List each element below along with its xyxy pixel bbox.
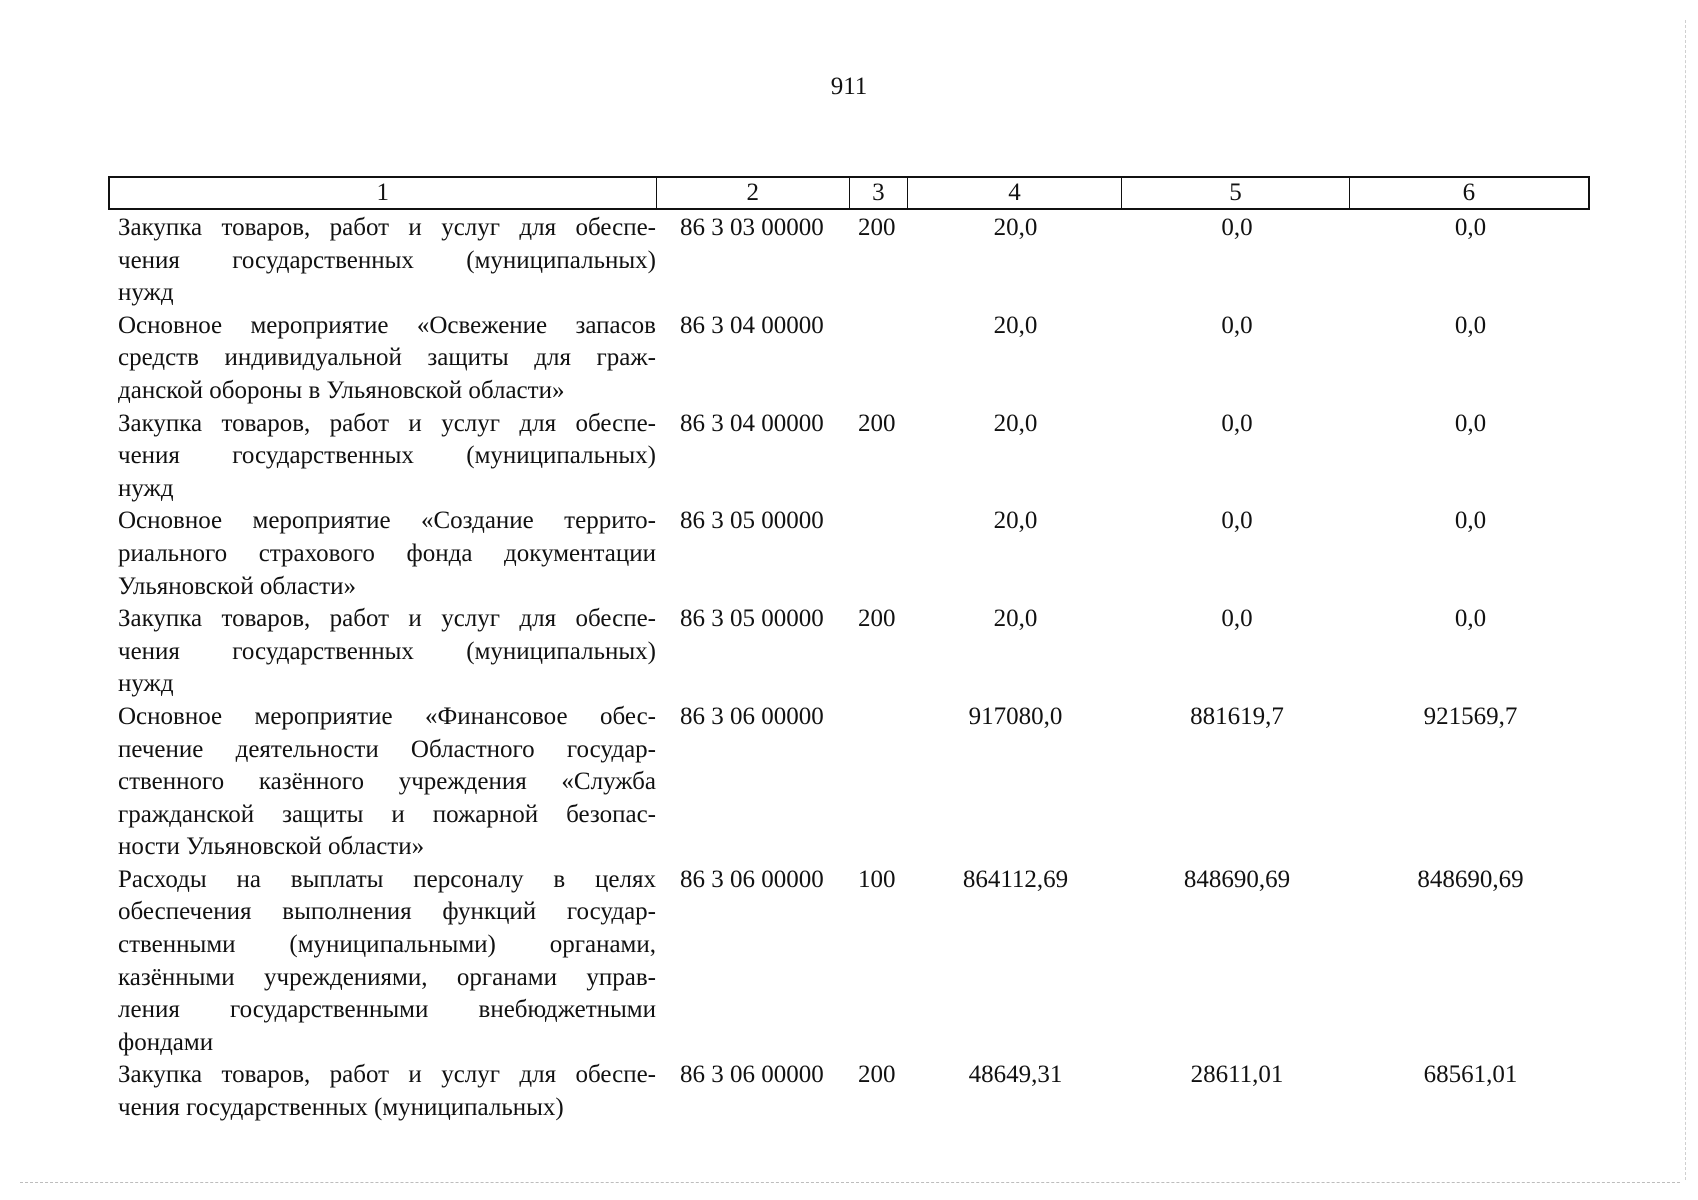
description-line: чения государственных (муниципальных) — [118, 442, 656, 470]
description-line: печение деятельности Областного государ- — [118, 735, 656, 763]
row-code: 86 3 04 00000 — [680, 311, 824, 339]
description-line: Расходы на выплаты персоналу в целях — [118, 865, 656, 893]
header-col-6: 6 — [1462, 179, 1476, 206]
row-code: 86 3 04 00000 — [680, 409, 824, 437]
description-line: Основное мероприятие «Финансовое обес- — [118, 702, 656, 730]
table-row — [108, 408, 1590, 506]
row-value-col-6: 0,0 — [1454, 507, 1487, 535]
row-value-col-5: 0,0 — [1221, 311, 1253, 339]
table-row — [108, 310, 1590, 408]
row-description — [108, 408, 656, 506]
header-col-1: 1 — [110, 178, 657, 208]
description-line: Закупка товаров, работ и услуг для обеспе- — [118, 1061, 656, 1089]
row-code: 86 3 06 00000 — [680, 865, 824, 893]
row-expense-type: 100 — [858, 865, 896, 893]
scan-edge-right — [1685, 20, 1686, 1180]
description-line: фондами — [118, 1028, 214, 1056]
table-row — [108, 212, 1590, 310]
description-line: Ульяновской области» — [118, 572, 356, 600]
row-description — [108, 1059, 656, 1124]
row-value-col-6: 848690,69 — [1417, 865, 1524, 893]
row-description — [108, 212, 656, 310]
header-col-4: 4 — [908, 178, 1122, 208]
table-header — [108, 176, 1590, 210]
scan-edge-bottom — [20, 1182, 1680, 1183]
row-value-col-4: 917080,0 — [968, 702, 1063, 730]
row-expense-type: 200 — [858, 1061, 896, 1089]
header-col-2: 2 — [657, 178, 850, 208]
page-number: 911 — [830, 73, 868, 100]
table-row — [108, 1059, 1590, 1124]
table-row — [108, 603, 1590, 701]
row-value-col-6: 0,0 — [1454, 214, 1487, 241]
row-expense-type: 200 — [858, 605, 896, 633]
row-value-col-5: 881619,7 — [1190, 702, 1284, 730]
row-expense-type — [850, 310, 908, 408]
row-description — [108, 864, 656, 1060]
description-line: Основное мероприятие «Освежение запасов — [118, 311, 656, 339]
row-description — [108, 505, 656, 603]
row-value-col-5: 0,0 — [1221, 507, 1253, 535]
description-line: Закупка товаров, работ и услуг для обеспе- — [118, 214, 656, 241]
description-line: Закупка товаров, работ и услуг для обеспе- — [118, 605, 656, 633]
row-value-col-5: 0,0 — [1221, 214, 1253, 241]
description-line: чения государственных (муниципальных) — [118, 246, 656, 274]
row-value-col-6: 0,0 — [1454, 311, 1487, 339]
row-value-col-4: 20,0 — [993, 409, 1038, 437]
header-col-5: 5 — [1122, 178, 1349, 208]
description-line: ственными (муниципальными) органами, — [118, 931, 656, 959]
description-line: чения государственных (муниципальных) — [118, 637, 656, 665]
description-line: обеспечения выполнения функций государ- — [118, 898, 656, 926]
table-row — [108, 864, 1590, 1060]
description-line: нужд — [118, 670, 174, 698]
row-description — [108, 701, 656, 864]
row-value-col-6: 68561,01 — [1423, 1061, 1518, 1089]
row-code: 86 3 05 00000 — [680, 605, 824, 633]
table-row — [108, 701, 1590, 864]
table-body — [108, 212, 1590, 1125]
description-line: чения государственных (муниципальных) — [118, 1094, 564, 1122]
row-value-col-5: 28611,01 — [1190, 1061, 1284, 1089]
row-code: 86 3 05 00000 — [680, 507, 824, 535]
row-expense-type — [850, 701, 908, 864]
row-value-col-6: 0,0 — [1454, 409, 1487, 437]
description-line: ления государственными внебюджетными — [118, 996, 656, 1024]
row-value-col-5: 0,0 — [1221, 605, 1253, 633]
description-line: нужд — [118, 474, 174, 502]
description-line: казёнными учреждениями, органами управ- — [118, 963, 656, 991]
row-value-col-4: 20,0 — [993, 214, 1038, 241]
row-code: 86 3 06 00000 — [680, 702, 824, 730]
description-line: ности Ульяновской области» — [118, 833, 425, 861]
row-value-col-5: 848690,69 — [1183, 865, 1291, 893]
row-value-col-4: 20,0 — [993, 507, 1038, 535]
description-line: ственного казённого учреждения «Служба — [118, 768, 656, 796]
row-description — [108, 310, 656, 408]
row-description — [108, 603, 656, 701]
row-value-col-5: 0,0 — [1221, 409, 1253, 437]
description-line: данской обороны в Ульяновской области» — [118, 376, 565, 404]
row-value-col-4: 20,0 — [993, 605, 1038, 633]
row-value-col-4: 864112,69 — [962, 865, 1069, 893]
description-line: риального страхового фонда документации — [118, 539, 656, 567]
row-code: 86 3 03 00000 — [680, 214, 824, 241]
description-line: Основное мероприятие «Создание террито- — [118, 507, 656, 535]
description-line: Закупка товаров, работ и услуг для обеспе- — [118, 409, 656, 437]
row-value-col-6: 0,0 — [1454, 605, 1487, 633]
description-line: гражданской защиты и пожарной безопас- — [118, 800, 656, 828]
description-line: средств индивидуальной защиты для граж- — [118, 344, 656, 372]
table-row — [108, 505, 1590, 603]
row-value-col-6: 921569,7 — [1423, 702, 1518, 730]
row-expense-type: 200 — [858, 409, 896, 437]
row-value-col-4: 20,0 — [993, 311, 1038, 339]
row-code: 86 3 06 00000 — [680, 1061, 824, 1089]
description-line: нужд — [118, 279, 174, 307]
header-col-3: 3 — [850, 178, 908, 208]
row-value-col-4: 48649,31 — [968, 1061, 1063, 1089]
row-expense-type: 200 — [858, 214, 896, 241]
row-expense-type — [850, 505, 908, 603]
